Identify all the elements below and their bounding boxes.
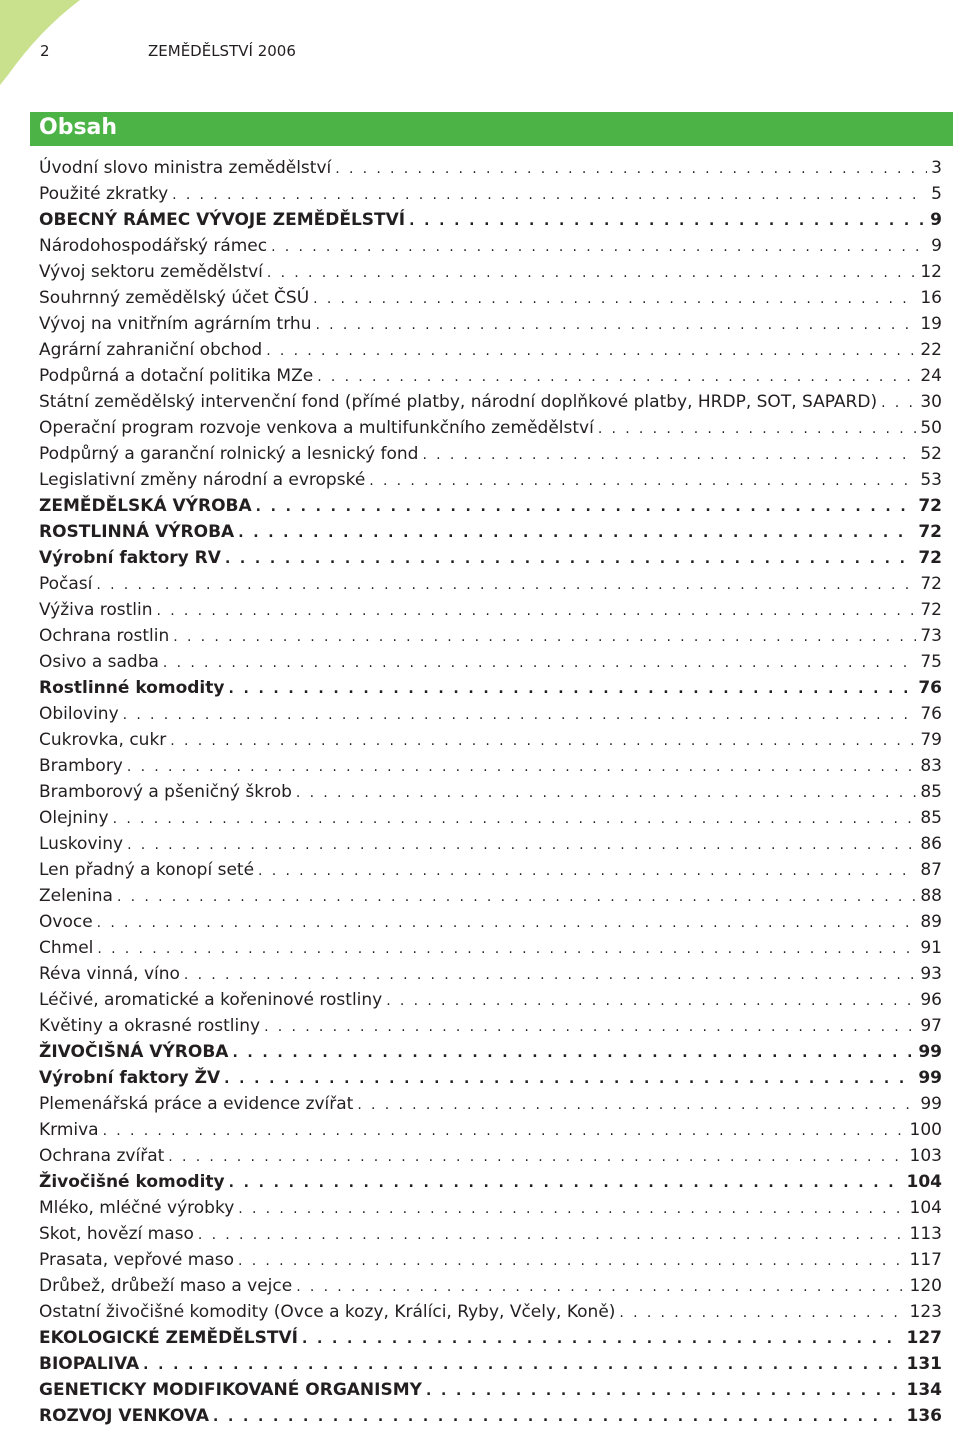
toc-entry[interactable]: [39, 857, 942, 883]
toc-entry-page: 5: [931, 184, 942, 204]
toc-entry[interactable]: [39, 1325, 942, 1351]
table-of-contents: [39, 155, 942, 1429]
toc-entry-page: 16: [920, 288, 942, 308]
toc-dot-leader: [225, 546, 914, 571]
toc-entry[interactable]: [39, 363, 942, 389]
toc-entry-page: 99: [918, 1068, 942, 1088]
toc-entry-title: Výrobní faktory RV: [39, 548, 221, 568]
toc-dot-leader: [238, 520, 914, 545]
toc-dot-leader: [213, 1404, 903, 1429]
toc-entry[interactable]: [39, 1195, 942, 1221]
toc-entry-page: 3: [931, 158, 942, 178]
toc-entry-page: 83: [920, 756, 942, 776]
toc-dot-leader: [238, 1196, 905, 1221]
toc-entry-title: Bramborový a pšeničný škrob: [39, 782, 292, 802]
toc-dot-leader: [97, 910, 917, 935]
toc-dot-leader: [96, 572, 916, 597]
toc-entry[interactable]: [39, 285, 942, 311]
toc-entry-page: 99: [920, 1094, 942, 1114]
toc-entry-page: 127: [906, 1328, 942, 1348]
toc-entry[interactable]: [39, 1299, 942, 1325]
toc-entry[interactable]: [39, 1247, 942, 1273]
toc-dot-leader: [127, 832, 916, 857]
toc-entry-page: 104: [909, 1198, 942, 1218]
toc-entry-title: Rostlinné komodity: [39, 678, 225, 698]
toc-entry-page: 88: [920, 886, 942, 906]
toc-entry[interactable]: [39, 961, 942, 987]
toc-entry[interactable]: [39, 571, 942, 597]
toc-entry-title: Obiloviny: [39, 704, 119, 724]
toc-entry[interactable]: [39, 545, 942, 571]
toc-entry-page: 136: [906, 1406, 942, 1426]
toc-dot-leader: [422, 442, 916, 467]
toc-entry-title: Plemenářská práce a evidence zvířat: [39, 1094, 354, 1114]
toc-entry-page: 53: [920, 470, 942, 490]
toc-entry-page: 50: [920, 418, 942, 438]
toc-entry-page: 72: [918, 522, 942, 542]
toc-dot-leader: [271, 234, 927, 259]
toc-entry-page: 79: [920, 730, 942, 750]
toc-entry-page: 85: [920, 782, 942, 802]
toc-entry-page: 113: [909, 1224, 942, 1244]
toc-entry-title: Brambory: [39, 756, 123, 776]
toc-entry-title: Souhrnný zemědělský účet ČSÚ: [39, 288, 310, 308]
toc-entry-page: 75: [920, 652, 942, 672]
toc-dot-leader: [386, 988, 916, 1013]
toc-entry[interactable]: [39, 155, 942, 181]
toc-entry-page: 72: [920, 574, 942, 594]
toc-dot-leader: [296, 780, 916, 805]
toc-entry-title: Státní zemědělský intervenční fond (přímé platby, národní doplňkové platby, HRDP, SOT, SAPARD): [39, 392, 878, 412]
toc-entry-title: Úvodní slovo ministra zemědělství: [39, 158, 332, 178]
toc-entry-title: Skot, hovězí maso: [39, 1224, 194, 1244]
toc-dot-leader: [315, 312, 916, 337]
toc-entry[interactable]: [39, 467, 942, 493]
toc-entry-title: Agrární zahraniční obchod: [39, 340, 263, 360]
section-title-bar: [30, 112, 953, 146]
toc-entry-page: 93: [920, 964, 942, 984]
toc-entry-page: 12: [920, 262, 942, 282]
toc-entry[interactable]: [39, 701, 942, 727]
toc-dot-leader: [267, 260, 916, 285]
toc-entry-page: 99: [918, 1042, 942, 1062]
page-number: 2: [40, 42, 50, 60]
toc-entry[interactable]: [39, 1117, 942, 1143]
toc-entry-page: 72: [920, 600, 942, 620]
toc-entry-title: Národohospodářský rámec: [39, 236, 268, 256]
toc-entry-page: 131: [906, 1354, 942, 1374]
toc-entry-title: Operační program rozvoje venkova a multifunkčního zemědělství: [39, 418, 594, 438]
toc-dot-leader: [172, 182, 927, 207]
toc-entry-title: Ochrana rostlin: [39, 626, 170, 646]
toc-entry-page: 97: [920, 1016, 942, 1036]
toc-dot-leader: [170, 728, 916, 753]
toc-entry-title: Cukrovka, cukr: [39, 730, 167, 750]
toc-entry-title: Podpůrná a dotační politika MZe: [39, 366, 314, 386]
toc-dot-leader: [238, 1248, 906, 1273]
toc-entry-title: Ostatní živočišné komodity (Ovce a kozy, Králíci, Ryby, Včely, Koně): [39, 1302, 616, 1322]
toc-dot-leader: [143, 1352, 902, 1377]
toc-dot-leader: [881, 390, 916, 415]
toc-entry[interactable]: [39, 415, 942, 441]
toc-entry-page: 96: [920, 990, 942, 1010]
toc-entry-title: Legislativní změny národní a evropské: [39, 470, 366, 490]
toc-entry-page: 52: [920, 444, 942, 464]
toc-entry[interactable]: [39, 233, 942, 259]
toc-entry-page: 104: [906, 1172, 942, 1192]
toc-entry-page: 76: [918, 678, 942, 698]
toc-entry-title: Podpůrný a garanční rolnický a lesnický fond: [39, 444, 419, 464]
toc-entry-page: 86: [920, 834, 942, 854]
toc-entry[interactable]: [39, 519, 942, 545]
toc-entry[interactable]: [39, 779, 942, 805]
toc-entry-title: Květiny a okrasné rostliny: [39, 1016, 261, 1036]
toc-entry-title: Ochrana zvířat: [39, 1146, 165, 1166]
toc-entry[interactable]: [39, 753, 942, 779]
toc-entry[interactable]: [39, 987, 942, 1013]
toc-entry-title: ROSTLINNÁ VÝROBA: [39, 522, 235, 542]
toc-entry-title: Mléko, mléčné výrobky: [39, 1198, 235, 1218]
toc-dot-leader: [369, 468, 916, 493]
toc-entry-page: 117: [909, 1250, 942, 1270]
toc-entry-page: 76: [920, 704, 942, 724]
toc-entry-page: 91: [920, 938, 942, 958]
toc-entry[interactable]: [39, 649, 942, 675]
toc-entry-title: Zelenina: [39, 886, 113, 906]
toc-entry[interactable]: [39, 675, 942, 701]
toc-entry-title: Výrobní faktory ŽV: [39, 1068, 221, 1088]
toc-entry-page: 9: [930, 210, 942, 230]
toc-entry-title: Osivo a sadba: [39, 652, 159, 672]
toc-entry[interactable]: [39, 337, 942, 363]
toc-dot-leader: [97, 936, 916, 961]
toc-entry-title: Vývoj na vnitřním agrárním trhu: [39, 314, 312, 334]
toc-entry-page: 100: [909, 1120, 942, 1140]
toc-entry-title: EKOLOGICKÉ ZEMĚDĚLSTVÍ: [39, 1328, 298, 1348]
toc-entry[interactable]: [39, 493, 942, 519]
toc-entry-title: Chmel: [39, 938, 94, 958]
toc-dot-leader: [228, 676, 914, 701]
toc-dot-leader: [317, 364, 916, 389]
toc-dot-leader: [232, 1040, 914, 1065]
toc-dot-leader: [163, 650, 916, 675]
toc-entry-page: 87: [920, 860, 942, 880]
toc-entry[interactable]: [39, 441, 942, 467]
toc-entry[interactable]: [39, 1091, 942, 1117]
toc-entry[interactable]: [39, 389, 942, 415]
toc-entry-title: ŽIVOČIŠNÁ VÝROBA: [39, 1042, 229, 1062]
toc-entry[interactable]: [39, 1065, 942, 1091]
toc-dot-leader: [313, 286, 916, 311]
toc-dot-leader: [426, 1378, 903, 1403]
toc-entry-page: 19: [920, 314, 942, 334]
toc-dot-leader: [302, 1326, 903, 1351]
toc-entry[interactable]: [39, 831, 942, 857]
toc-entry-page: 72: [918, 496, 942, 516]
toc-dot-leader: [296, 1274, 905, 1299]
toc-entry[interactable]: [39, 1039, 942, 1065]
toc-entry-title: Len přadný a konopí seté: [39, 860, 255, 880]
toc-entry-title: ZEMĚDĚLSKÁ VÝROBA: [39, 496, 252, 516]
page-header: [40, 42, 296, 66]
toc-entry-title: Réva vinná, víno: [39, 964, 180, 984]
toc-entry-page: 22: [920, 340, 942, 360]
toc-entry-page: 120: [909, 1276, 942, 1296]
toc-dot-leader: [256, 494, 915, 519]
toc-dot-leader: [184, 962, 916, 987]
publication-title: ZEMĚDĚLSTVÍ 2006: [148, 42, 296, 60]
toc-entry-page: 24: [920, 366, 942, 386]
toc-entry-title: Luskoviny: [39, 834, 124, 854]
toc-entry-page: 85: [920, 808, 942, 828]
toc-dot-leader: [173, 624, 916, 649]
toc-dot-leader: [598, 416, 917, 441]
toc-dot-leader: [224, 1066, 914, 1091]
toc-entry[interactable]: [39, 805, 942, 831]
toc-dot-leader: [229, 1170, 903, 1195]
toc-dot-leader: [103, 1118, 906, 1143]
toc-entry-page: 103: [909, 1146, 942, 1166]
toc-entry[interactable]: [39, 1351, 942, 1377]
section-title: Obsah: [39, 115, 118, 140]
toc-entry-page: 30: [920, 392, 942, 412]
toc-entry[interactable]: [39, 623, 942, 649]
toc-entry[interactable]: [39, 883, 942, 909]
toc-dot-leader: [113, 806, 917, 831]
toc-entry-title: Léčivé, aromatické a kořeninové rostliny: [39, 990, 383, 1010]
toc-dot-leader: [127, 754, 916, 779]
toc-entry[interactable]: [39, 1273, 942, 1299]
toc-dot-leader: [117, 884, 916, 909]
toc-entry-page: 134: [906, 1380, 942, 1400]
toc-entry-page: 123: [909, 1302, 942, 1322]
toc-entry-title: Živočišné komodity: [39, 1172, 225, 1192]
toc-entry-page: 9: [931, 236, 942, 256]
toc-entry[interactable]: [39, 1403, 942, 1429]
toc-entry-page: 73: [920, 626, 942, 646]
toc-entry-title: OBECNÝ RÁMEC VÝVOJE ZEMĚDĚLSTVÍ: [39, 210, 406, 230]
toc-entry-title: Ovoce: [39, 912, 93, 932]
toc-entry-title: Drůbež, drůbeží maso a vejce: [39, 1276, 293, 1296]
toc-entry-title: Krmiva: [39, 1120, 99, 1140]
toc-entry-title: ROZVOJ VENKOVA: [39, 1406, 209, 1426]
toc-entry[interactable]: [39, 909, 942, 935]
toc-entry-title: Olejniny: [39, 808, 109, 828]
toc-entry[interactable]: [39, 311, 942, 337]
toc-entry[interactable]: [39, 181, 942, 207]
toc-entry[interactable]: [39, 1169, 942, 1195]
toc-entry-title: Výživa rostlin: [39, 600, 153, 620]
toc-entry[interactable]: [39, 935, 942, 961]
toc-entry[interactable]: [39, 1143, 942, 1169]
toc-dot-leader: [409, 208, 926, 233]
toc-entry-title: Počasí: [39, 574, 93, 594]
toc-entry[interactable]: [39, 259, 942, 285]
toc-dot-leader: [264, 1014, 916, 1039]
toc-entry-title: BIOPALIVA: [39, 1354, 140, 1374]
toc-entry[interactable]: [39, 727, 942, 753]
toc-dot-leader: [619, 1300, 905, 1325]
toc-entry-title: GENETICKY MODIFIKOVANÉ ORGANISMY: [39, 1380, 422, 1400]
toc-entry[interactable]: [39, 1013, 942, 1039]
toc-entry-title: Prasata, vepřové maso: [39, 1250, 235, 1270]
toc-entry-title: Vývoj sektoru zemědělství: [39, 262, 263, 282]
toc-dot-leader: [258, 858, 916, 883]
toc-dot-leader: [123, 702, 917, 727]
toc-entry-title: Použité zkratky: [39, 184, 169, 204]
toc-dot-leader: [157, 598, 917, 623]
toc-dot-leader: [335, 156, 927, 181]
toc-entry[interactable]: [39, 1377, 942, 1403]
toc-dot-leader: [357, 1092, 916, 1117]
toc-entry-page: 72: [918, 548, 942, 568]
toc-dot-leader: [266, 338, 916, 363]
toc-dot-leader: [198, 1222, 906, 1247]
toc-entry[interactable]: [39, 597, 942, 623]
toc-dot-leader: [168, 1144, 905, 1169]
toc-entry[interactable]: [39, 207, 942, 233]
toc-entry-page: 89: [920, 912, 942, 932]
toc-entry[interactable]: [39, 1221, 942, 1247]
